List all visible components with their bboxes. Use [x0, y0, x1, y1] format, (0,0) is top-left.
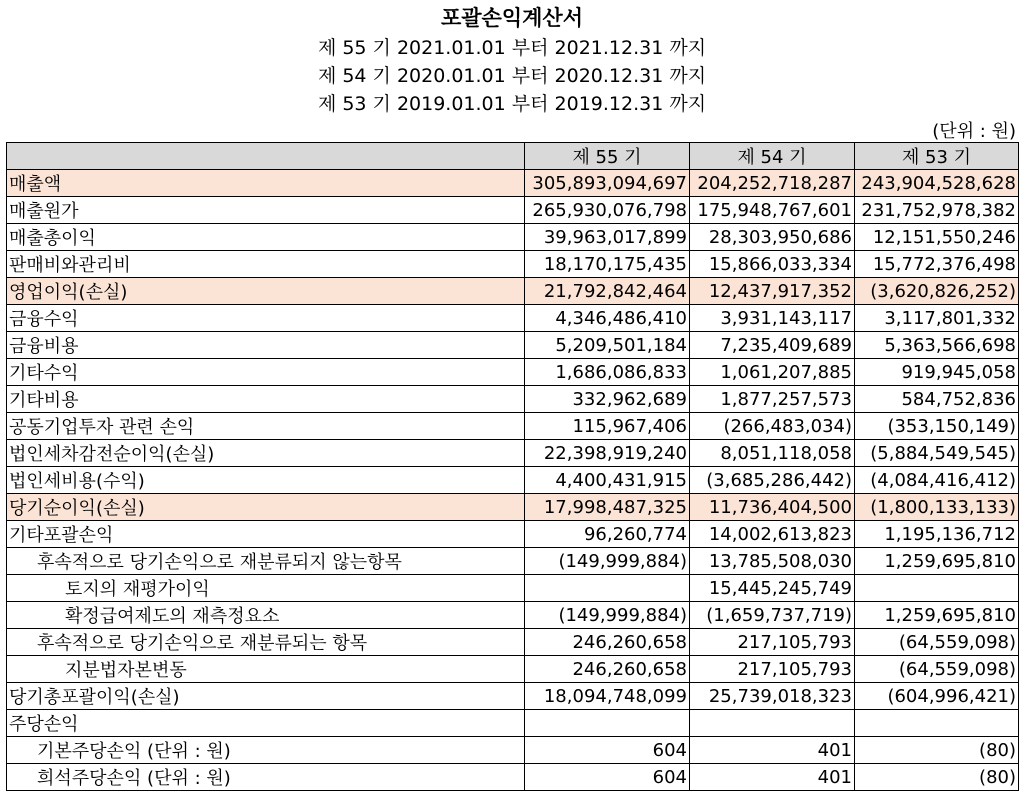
row-value-54: 175,948,767,601: [690, 197, 855, 224]
row-value-53: 1,259,695,810: [855, 602, 1019, 629]
row-value-53: [855, 575, 1019, 602]
row-value-54: 1,877,257,573: [690, 386, 855, 413]
row-value-55: 115,967,406: [525, 413, 690, 440]
row-label: 희석주당손익 (단위 : 원): [7, 764, 525, 791]
row-value-54: 14,002,613,823: [690, 521, 855, 548]
row-value-53: 5,363,566,698: [855, 332, 1019, 359]
row-value-55: 265,930,076,798: [525, 197, 690, 224]
table-row: [7, 575, 1019, 602]
row-value-53: 1,195,136,712: [855, 521, 1019, 548]
row-value-53: 243,904,528,628: [855, 170, 1019, 197]
row-value-53: (5,884,549,545): [855, 440, 1019, 467]
table-row: [7, 764, 1019, 791]
row-value-55: 305,893,094,697: [525, 170, 690, 197]
table-row: [7, 521, 1019, 548]
header-label-cell: [7, 143, 525, 170]
row-value-53: (80): [855, 737, 1019, 764]
row-label: 매출총이익: [7, 224, 525, 251]
header-period-55: 제 55 기: [525, 143, 690, 170]
table-row: [7, 224, 1019, 251]
row-value-53: 584,752,836: [855, 386, 1019, 413]
row-label: 판매비와관리비: [7, 251, 525, 278]
statement-title: 포괄손익계산서: [440, 6, 583, 30]
row-value-55: 604: [525, 737, 690, 764]
row-label: 금융수익: [7, 305, 525, 332]
row-value-55: 246,260,658: [525, 656, 690, 683]
row-value-54: 1,061,207,885: [690, 359, 855, 386]
row-value-54: 3,931,143,117: [690, 305, 855, 332]
header-period-53: 제 53 기: [855, 143, 1019, 170]
table-row: [7, 305, 1019, 332]
row-value-54: 401: [690, 764, 855, 791]
table-row: [7, 710, 1019, 737]
row-value-54: 401: [690, 737, 855, 764]
row-label: 법인세차감전순이익(손실): [7, 440, 525, 467]
row-value-53: 15,772,376,498: [855, 251, 1019, 278]
row-value-55: 4,400,431,915: [525, 467, 690, 494]
income-statement-table: [6, 142, 1019, 791]
row-label: 토지의 재평가이익: [7, 575, 525, 602]
row-value-54: (266,483,034): [690, 413, 855, 440]
row-value-55: 21,792,842,464: [525, 278, 690, 305]
row-value-55: 17,998,487,325: [525, 494, 690, 521]
row-value-55: 18,170,175,435: [525, 251, 690, 278]
row-value-54: 204,252,718,287: [690, 170, 855, 197]
row-value-54: 8,051,118,058: [690, 440, 855, 467]
header-period-54: 제 54 기: [690, 143, 855, 170]
row-value-53: 231,752,978,382: [855, 197, 1019, 224]
table-row: [7, 332, 1019, 359]
table-row: [7, 386, 1019, 413]
row-label: 공동기업투자 관련 손익: [7, 413, 525, 440]
row-value-55: 246,260,658: [525, 629, 690, 656]
table-row: [7, 413, 1019, 440]
row-value-54: 7,235,409,689: [690, 332, 855, 359]
row-value-54: [690, 710, 855, 737]
row-value-54: (3,685,286,442): [690, 467, 855, 494]
row-value-54: 217,105,793: [690, 656, 855, 683]
table-row: [7, 440, 1019, 467]
row-value-53: (353,150,149): [855, 413, 1019, 440]
row-label: 기타포괄손익: [7, 521, 525, 548]
row-value-53: 919,945,058: [855, 359, 1019, 386]
table-row: [7, 359, 1019, 386]
row-value-54: 15,866,033,334: [690, 251, 855, 278]
unit-label: (단위 : 원): [932, 121, 1016, 142]
row-value-54: (1,659,737,719): [690, 602, 855, 629]
row-value-55: 96,260,774: [525, 521, 690, 548]
row-label: 매출원가: [7, 197, 525, 224]
table-row: [7, 494, 1019, 521]
row-label: 매출액: [7, 170, 525, 197]
row-label: 영업이익(손실): [7, 278, 525, 305]
row-label: 기타수익: [7, 359, 525, 386]
table-row: [7, 629, 1019, 656]
row-label: 기본주당손익 (단위 : 원): [7, 737, 525, 764]
row-value-55: 5,209,501,184: [525, 332, 690, 359]
row-value-54: 15,445,245,749: [690, 575, 855, 602]
row-value-54: 13,785,508,030: [690, 548, 855, 575]
table-row: [7, 197, 1019, 224]
row-value-55: [525, 710, 690, 737]
row-value-53: 3,117,801,332: [855, 305, 1019, 332]
row-value-53: (1,800,133,133): [855, 494, 1019, 521]
row-value-55: 1,686,086,833: [525, 359, 690, 386]
table-row: [7, 548, 1019, 575]
row-label: 후속적으로 당기손익으로 재분류되지 않는항목: [7, 548, 525, 575]
row-value-53: 1,259,695,810: [855, 548, 1019, 575]
row-value-55: 39,963,017,899: [525, 224, 690, 251]
row-value-53: (604,996,421): [855, 683, 1019, 710]
row-value-55: 18,094,748,099: [525, 683, 690, 710]
row-value-54: 12,437,917,352: [690, 278, 855, 305]
row-value-54: 11,736,404,500: [690, 494, 855, 521]
row-label: 당기순이익(손실): [7, 494, 525, 521]
row-value-53: (64,559,098): [855, 629, 1019, 656]
row-value-54: 25,739,018,323: [690, 683, 855, 710]
table-row: [7, 467, 1019, 494]
table-row: [7, 683, 1019, 710]
table-row: [7, 656, 1019, 683]
row-value-53: (3,620,826,252): [855, 278, 1019, 305]
row-label: 당기총포괄이익(손실): [7, 683, 525, 710]
row-value-55: [525, 575, 690, 602]
period-line-53: 제 53 기 2019.01.01 부터 2019.12.31 까지: [317, 93, 707, 115]
row-label: 금융비용: [7, 332, 525, 359]
row-value-53: (80): [855, 764, 1019, 791]
table-row: [7, 737, 1019, 764]
row-value-54: 217,105,793: [690, 629, 855, 656]
row-value-55: 604: [525, 764, 690, 791]
row-label: 주당손익: [7, 710, 525, 737]
row-value-53: 12,151,550,246: [855, 224, 1019, 251]
table-header-row: [7, 143, 1019, 170]
row-label: 법인세비용(수익): [7, 467, 525, 494]
row-value-53: (4,084,416,412): [855, 467, 1019, 494]
row-value-55: 22,398,919,240: [525, 440, 690, 467]
row-value-55: (149,999,884): [525, 602, 690, 629]
table-body: [7, 170, 1019, 791]
row-label: 지분법자본변동: [7, 656, 525, 683]
table-row: [7, 251, 1019, 278]
table-row: [7, 170, 1019, 197]
row-value-55: 4,346,486,410: [525, 305, 690, 332]
row-label: 후속적으로 당기손익으로 재분류되는 항목: [7, 629, 525, 656]
row-label: 기타비용: [7, 386, 525, 413]
row-label: 확정급여제도의 재측정요소: [7, 602, 525, 629]
period-line-54: 제 54 기 2020.01.01 부터 2020.12.31 까지: [317, 65, 707, 87]
row-value-55: 332,962,689: [525, 386, 690, 413]
row-value-53: [855, 710, 1019, 737]
table-row: [7, 278, 1019, 305]
row-value-55: (149,999,884): [525, 548, 690, 575]
row-value-53: (64,559,098): [855, 656, 1019, 683]
table-row: [7, 602, 1019, 629]
row-value-54: 28,303,950,686: [690, 224, 855, 251]
period-line-55: 제 55 기 2021.01.01 부터 2021.12.31 까지: [317, 37, 707, 59]
